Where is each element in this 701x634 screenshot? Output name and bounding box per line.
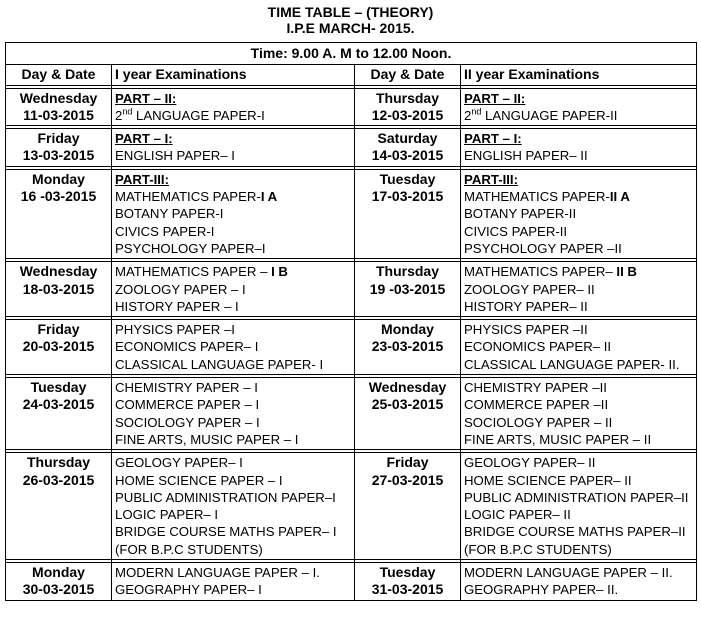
- exam-paper: GEOLOGY PAPER– II: [464, 455, 596, 471]
- part-label: PART – II: [464, 90, 521, 106]
- exam-date: 13-03-2015: [22, 147, 95, 164]
- left-day-date-cell: [6, 129, 112, 167]
- left-day-date-cell: [6, 262, 112, 317]
- right-exam-cell: [461, 129, 697, 167]
- exam-paper: CIVICS PAPER-II: [464, 223, 568, 239]
- exam-paper: PSYCHOLOGY PAPER –II: [464, 240, 622, 256]
- exam-paper: CIVICS PAPER-I: [115, 223, 215, 239]
- paper-code: II A: [609, 189, 630, 205]
- paper-name: MATHEMATICS PAPER-: [464, 189, 610, 205]
- right-day-date-cell: [355, 378, 461, 450]
- exam-paper: FINE ARTS, MUSIC PAPER – I: [115, 431, 299, 447]
- left-day-date-cell: [6, 169, 112, 258]
- exam-paper: FINE ARTS, MUSIC PAPER – II: [464, 431, 652, 447]
- exam-paper: (FOR B.P.C STUDENTS): [464, 541, 612, 557]
- timetable: [5, 42, 697, 601]
- exam-date: 14-03-2015: [371, 147, 444, 164]
- exam-paper: HISTORY PAPER – I: [115, 298, 239, 314]
- part-heading: [464, 90, 693, 107]
- part-heading: [464, 171, 693, 188]
- exam-paper: MODERN LANGUAGE PAPER – I.: [115, 565, 320, 581]
- exam-paper: ENGLISH PAPER– II: [464, 148, 588, 164]
- right-exam-cell: [461, 320, 697, 375]
- exam-paper: [464, 188, 693, 205]
- right-day-date-cell: [355, 169, 461, 258]
- exam-paper: SOCIOLOGY PAPER – II: [464, 414, 613, 430]
- exam-paper: PHYSICS PAPER –II: [464, 322, 588, 338]
- right-exam-cell: [461, 453, 697, 560]
- exam-paper: COMMERCE PAPER –II: [464, 397, 609, 413]
- header-day-date-second: Day & Date: [355, 65, 461, 85]
- page-subtitle: I.P.E MARCH- 2015.: [286, 20, 415, 36]
- right-day-date-cell: [355, 88, 461, 126]
- exam-date: 30-03-2015: [22, 581, 95, 598]
- exam-date: 19 -03-2015: [369, 280, 446, 297]
- part-colon: :: [171, 90, 177, 106]
- table-row: [6, 262, 697, 317]
- exam-day: Thursday: [26, 454, 90, 471]
- exam-paper: CLASSICAL LANGUAGE PAPER- II.: [464, 356, 680, 372]
- header-first-year: I year Examinations: [112, 65, 355, 85]
- exam-paper: (FOR B.P.C STUDENTS): [115, 541, 263, 557]
- exam-date: 11-03-2015: [23, 106, 94, 123]
- part-label: PART-III: [115, 171, 165, 187]
- exam-day: Tuesday: [30, 379, 87, 396]
- exam-paper: HOME SCIENCE PAPER – I: [115, 472, 283, 488]
- exam-paper: BRIDGE COURSE MATHS PAPER– I: [115, 524, 337, 540]
- left-exam-cell: [112, 129, 355, 167]
- part-heading: [115, 171, 351, 188]
- time-row: [6, 43, 697, 65]
- exam-paper: CHEMISTRY PAPER – I: [115, 380, 258, 396]
- left-exam-cell: [112, 262, 355, 317]
- paper-ordinal: 2: [464, 107, 472, 123]
- exam-day: Tuesday: [379, 564, 436, 581]
- table-row: [6, 453, 697, 560]
- page-title: TIME TABLE – (THEORY): [267, 4, 434, 20]
- exam-paper: [115, 107, 351, 124]
- exam-day: Wednesday: [368, 379, 447, 396]
- exam-day: Thursday: [375, 263, 439, 280]
- exam-paper: GEOGRAPHY PAPER– I: [115, 582, 262, 598]
- paper-ordinal-suffix: nd: [122, 106, 133, 117]
- exam-paper: PUBLIC ADMINISTRATION PAPER–I: [115, 489, 336, 505]
- paper-name: MATHEMATICS PAPER–: [464, 264, 617, 280]
- paper-code: II B: [616, 264, 637, 280]
- table-row: [6, 169, 697, 258]
- exam-paper: MODERN LANGUAGE PAPER – II.: [464, 565, 673, 581]
- exam-date: 17-03-2015: [371, 188, 444, 205]
- exam-paper: CHEMISTRY PAPER –II: [464, 380, 607, 396]
- part-colon: :: [164, 171, 169, 187]
- exam-day: Monday: [32, 564, 85, 581]
- exam-paper: [115, 188, 351, 205]
- exam-date: 31-03-2015: [371, 581, 444, 598]
- part-colon: :: [517, 131, 522, 147]
- left-day-date-cell: [6, 88, 112, 126]
- exam-paper: PSYCHOLOGY PAPER–I: [115, 240, 266, 256]
- left-day-date-cell: [6, 378, 112, 450]
- right-exam-cell: [461, 169, 697, 258]
- part-colon: :: [168, 131, 173, 147]
- exam-paper: PUBLIC ADMINISTRATION PAPER–II: [464, 489, 689, 505]
- paper-ordinal-suffix: nd: [471, 106, 482, 117]
- exam-paper: GEOGRAPHY PAPER– II.: [464, 582, 619, 598]
- exam-day: Monday: [32, 170, 85, 187]
- exam-day: Saturday: [377, 130, 438, 147]
- paper-name: MATHEMATICS PAPER-: [115, 189, 261, 205]
- left-day-date-cell: [6, 453, 112, 560]
- exam-date: 20-03-2015: [22, 338, 95, 355]
- exam-paper: LOGIC PAPER– II: [464, 507, 571, 523]
- exam-date: 18-03-2015: [22, 280, 95, 297]
- exam-paper: CLASSICAL LANGUAGE PAPER- I: [115, 356, 324, 372]
- paper-code: I B: [271, 264, 288, 280]
- header-day-date-first: Day & Date: [6, 65, 112, 85]
- exam-time: Time: 9.00 A. M to 12.00 Noon.: [6, 43, 697, 65]
- right-day-date-cell: [355, 453, 461, 560]
- exam-paper: BRIDGE COURSE MATHS PAPER–II: [464, 524, 686, 540]
- exam-paper: [464, 107, 693, 124]
- exam-paper: ECONOMICS PAPER– I: [115, 339, 259, 355]
- right-exam-cell: [461, 88, 697, 126]
- paper-name: LANGUAGE PAPER-II: [481, 107, 618, 123]
- paper-code: I A: [260, 189, 278, 205]
- exam-paper: GEOLOGY PAPER– I: [115, 455, 243, 471]
- left-exam-cell: [112, 453, 355, 560]
- exam-paper: ZOOLOGY PAPER – I: [115, 281, 246, 297]
- right-exam-cell: [461, 378, 697, 450]
- part-heading: [115, 130, 351, 147]
- exam-paper: COMMERCE PAPER – I: [115, 397, 260, 413]
- table-row: [6, 129, 697, 167]
- exam-date: 27-03-2015: [371, 471, 444, 488]
- right-day-date-cell: [355, 262, 461, 317]
- part-label: PART-III: [464, 171, 514, 187]
- exam-paper: LOGIC PAPER– I: [115, 507, 219, 523]
- exam-paper: ECONOMICS PAPER– II: [464, 339, 612, 355]
- exam-paper: [464, 263, 693, 280]
- paper-name: LANGUAGE PAPER-I: [132, 107, 265, 123]
- table-row: [6, 563, 697, 601]
- part-label: PART – II: [115, 90, 172, 106]
- left-day-date-cell: [6, 563, 112, 601]
- part-label: PART – I: [464, 131, 518, 147]
- left-exam-cell: [112, 169, 355, 258]
- exam-paper: ZOOLOGY PAPER– II: [464, 281, 595, 297]
- table-row: [6, 378, 697, 450]
- exam-day: Wednesday: [19, 89, 98, 106]
- exam-day: Wednesday: [19, 263, 98, 280]
- exam-paper: [115, 263, 351, 280]
- left-exam-cell: [112, 320, 355, 375]
- exam-paper: PHYSICS PAPER –I: [115, 322, 235, 338]
- exam-date: 25-03-2015: [371, 396, 444, 413]
- part-label: PART – I: [115, 131, 169, 147]
- exam-day: Tuesday: [379, 170, 436, 187]
- exam-date: 23-03-2015: [371, 338, 444, 355]
- exam-paper: SOCIOLOGY PAPER – I: [115, 414, 260, 430]
- exam-day: Friday: [37, 130, 80, 147]
- table-row: [6, 320, 697, 375]
- right-day-date-cell: [355, 129, 461, 167]
- header-row: [6, 65, 697, 85]
- part-heading: [464, 130, 693, 147]
- exam-date: 26-03-2015: [22, 471, 95, 488]
- exam-date: 16 -03-2015: [20, 188, 97, 205]
- exam-day: Friday: [37, 321, 80, 338]
- part-colon: :: [520, 90, 526, 106]
- right-exam-cell: [461, 563, 697, 601]
- exam-date: 12-03-2015: [371, 106, 444, 123]
- left-exam-cell: [112, 563, 355, 601]
- exam-paper: HOME SCIENCE PAPER– II: [464, 472, 632, 488]
- exam-day: Friday: [386, 454, 429, 471]
- exam-day: Thursday: [375, 89, 439, 106]
- part-heading: [115, 90, 351, 107]
- table-row: [6, 88, 697, 126]
- right-day-date-cell: [355, 320, 461, 375]
- left-exam-cell: [112, 378, 355, 450]
- left-day-date-cell: [6, 320, 112, 375]
- exam-paper: BOTANY PAPER-II: [464, 206, 577, 222]
- exam-paper: ENGLISH PAPER– I: [115, 148, 235, 164]
- paper-name: MATHEMATICS PAPER –: [115, 264, 272, 280]
- exam-paper: HISTORY PAPER– II: [464, 298, 588, 314]
- exam-paper: BOTANY PAPER-I: [115, 206, 224, 222]
- right-exam-cell: [461, 262, 697, 317]
- left-exam-cell: [112, 88, 355, 126]
- right-day-date-cell: [355, 563, 461, 601]
- exam-date: 24-03-2015: [22, 396, 95, 413]
- header-second-year: II year Examinations: [461, 65, 697, 85]
- paper-ordinal: 2: [115, 107, 123, 123]
- exam-day: Monday: [381, 321, 434, 338]
- part-colon: :: [513, 171, 518, 187]
